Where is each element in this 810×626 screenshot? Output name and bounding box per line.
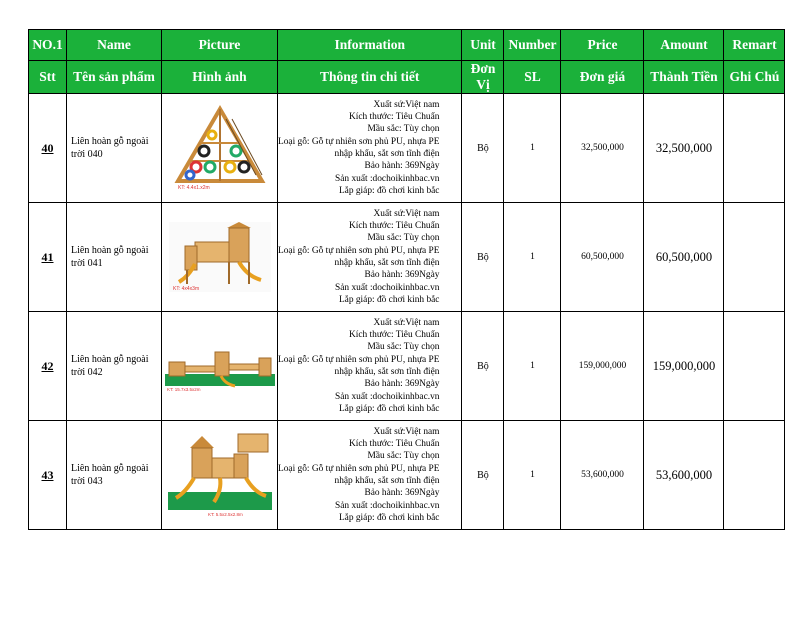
row-picture (162, 94, 278, 203)
row-quantity: 1 (504, 421, 561, 530)
info-line: Bảo hành: 369Ngày (364, 161, 440, 172)
row-note (724, 94, 785, 203)
row-information (278, 421, 462, 530)
header-number: Number (504, 30, 561, 61)
header-no: NO.1 (29, 30, 67, 61)
row-information (278, 312, 462, 421)
size-label: KT: 5.5x2.5x2.8m (207, 512, 243, 517)
quotation-table (28, 29, 785, 530)
info-line: Kích thước: Tiêu Chuẩn (348, 439, 440, 450)
row-note (724, 203, 785, 312)
row-picture (162, 312, 278, 421)
row-information (278, 94, 462, 203)
row-price: 53,600,000 (561, 421, 644, 530)
info-line: Kích thước: Tiêu Chuẩn (348, 112, 440, 123)
info-line: Sản xuất :dochoikinhbac.vn (335, 391, 440, 402)
info-line: Kích thước: Tiêu Chuẩn (348, 221, 440, 232)
info-line: Mầu sắc: Tùy chọn (367, 233, 440, 244)
row-stt: 40 (29, 94, 67, 203)
row-product-name: Liên hoàn gỗ ngoài trời 041 (67, 203, 162, 312)
info-line: Lắp giáp: đồ chơi kinh bắc (338, 403, 440, 414)
header-unit: Unit (462, 30, 504, 61)
info-line: Sản xuất :dochoikinhbac.vn (335, 500, 440, 511)
size-label: KT: 15.7x3.5x2m (166, 387, 201, 392)
header-name: Name (67, 30, 162, 61)
header-stt: Stt (29, 61, 67, 94)
table-row (29, 421, 785, 530)
tower-playground-image (168, 430, 272, 520)
header-total: Thành Tiền (644, 61, 724, 94)
info-line: Xuất sứ:Việt nam (373, 317, 440, 328)
info-line: Sản xuất :dochoikinhbac.vn (335, 173, 440, 184)
header-remark: Remart (724, 30, 785, 61)
row-quantity: 1 (504, 94, 561, 203)
info-line: Loại gỗ: Gỗ tự nhiên sơn phủ PU, nhựa PE (278, 354, 440, 365)
row-stt: 43 (29, 421, 67, 530)
header-details: Thông tin chi tiết (278, 61, 462, 94)
info-line: Lắp giáp: đồ chơi kinh bắc (338, 185, 440, 196)
row-amount: 159,000,000 (644, 312, 724, 421)
table-row (29, 312, 785, 421)
row-information (278, 203, 462, 312)
info-line: nhập khẩu, sắt sơn tĩnh điện (334, 367, 440, 377)
info-line: nhập khẩu, sắt sơn tĩnh điện (334, 149, 440, 159)
a-frame-climber-image (170, 105, 270, 191)
row-note (724, 312, 785, 421)
size-label: KT: 4x4x3m (172, 286, 199, 292)
header-image: Hình ảnh (162, 61, 278, 94)
header-row-vietnamese (29, 61, 785, 94)
header-picture: Picture (162, 30, 278, 61)
header-row-english (29, 30, 785, 61)
info-line: Xuất sứ:Việt nam (373, 99, 440, 110)
header-unit-vn: Đơn Vị (462, 61, 504, 94)
info-line: Sản xuất :dochoikinhbac.vn (335, 282, 440, 293)
info-line: Bảo hành: 369Ngày (364, 488, 440, 499)
info-line: nhập khẩu, sắt sơn tĩnh điện (334, 258, 440, 268)
row-quantity: 1 (504, 312, 561, 421)
table-row (29, 203, 785, 312)
table-row (29, 94, 785, 203)
header-quantity: SL (504, 61, 561, 94)
info-line: Mầu sắc: Tùy chọn (367, 124, 440, 135)
row-amount: 32,500,000 (644, 94, 724, 203)
row-product-name: Liên hoàn gỗ ngoài trời 043 (67, 421, 162, 530)
header-note: Ghi Chú (724, 61, 785, 94)
row-price: 60,500,000 (561, 203, 644, 312)
row-unit: Bộ (462, 421, 504, 530)
row-price: 159,000,000 (561, 312, 644, 421)
size-label: KT: 4.4x1.x2m (177, 185, 210, 191)
info-line: Xuất sứ:Việt nam (373, 208, 440, 219)
info-line: Mầu sắc: Tùy chọn (367, 451, 440, 462)
row-amount: 60,500,000 (644, 203, 724, 312)
row-note (724, 421, 785, 530)
row-picture (162, 203, 278, 312)
header-product-name: Tên sản phẩm (67, 61, 162, 94)
row-amount: 53,600,000 (644, 421, 724, 530)
row-stt: 41 (29, 203, 67, 312)
row-product-name: Liên hoàn gỗ ngoài trời 042 (67, 312, 162, 421)
row-unit: Bộ (462, 203, 504, 312)
long-bridge-playground-image (165, 340, 275, 392)
info-line: Mầu sắc: Tùy chọn (367, 342, 440, 353)
row-picture (162, 421, 278, 530)
row-quantity: 1 (504, 203, 561, 312)
info-line: Lắp giáp: đồ chơi kinh bắc (338, 512, 440, 523)
row-unit: Bộ (462, 312, 504, 421)
header-unit-price: Đơn giá (561, 61, 644, 94)
info-line: Xuất sứ:Việt nam (373, 426, 440, 437)
info-line: Bảo hành: 369Ngày (364, 270, 440, 281)
row-stt: 42 (29, 312, 67, 421)
info-line: nhập khẩu, sắt sơn tĩnh điện (334, 476, 440, 486)
info-line: Lắp giáp: đồ chơi kinh bắc (338, 294, 440, 305)
header-amount: Amount (644, 30, 724, 61)
header-information: Information (278, 30, 462, 61)
row-unit: Bộ (462, 94, 504, 203)
info-line: Loại gỗ: Gỗ tự nhiên sơn phủ PU, nhựa PE (278, 245, 440, 256)
row-price: 32,500,000 (561, 94, 644, 203)
row-product-name: Liên hoàn gỗ ngoài trời 040 (67, 94, 162, 203)
info-line: Loại gỗ: Gỗ tự nhiên sơn phủ PU, nhựa PE (278, 463, 440, 474)
header-price: Price (561, 30, 644, 61)
info-line: Kích thước: Tiêu Chuẩn (348, 330, 440, 341)
info-line: Loại gỗ: Gỗ tự nhiên sơn phủ PU, nhựa PE (278, 136, 440, 147)
wooden-playground-image (167, 220, 273, 294)
info-line: Bảo hành: 369Ngày (364, 379, 440, 390)
